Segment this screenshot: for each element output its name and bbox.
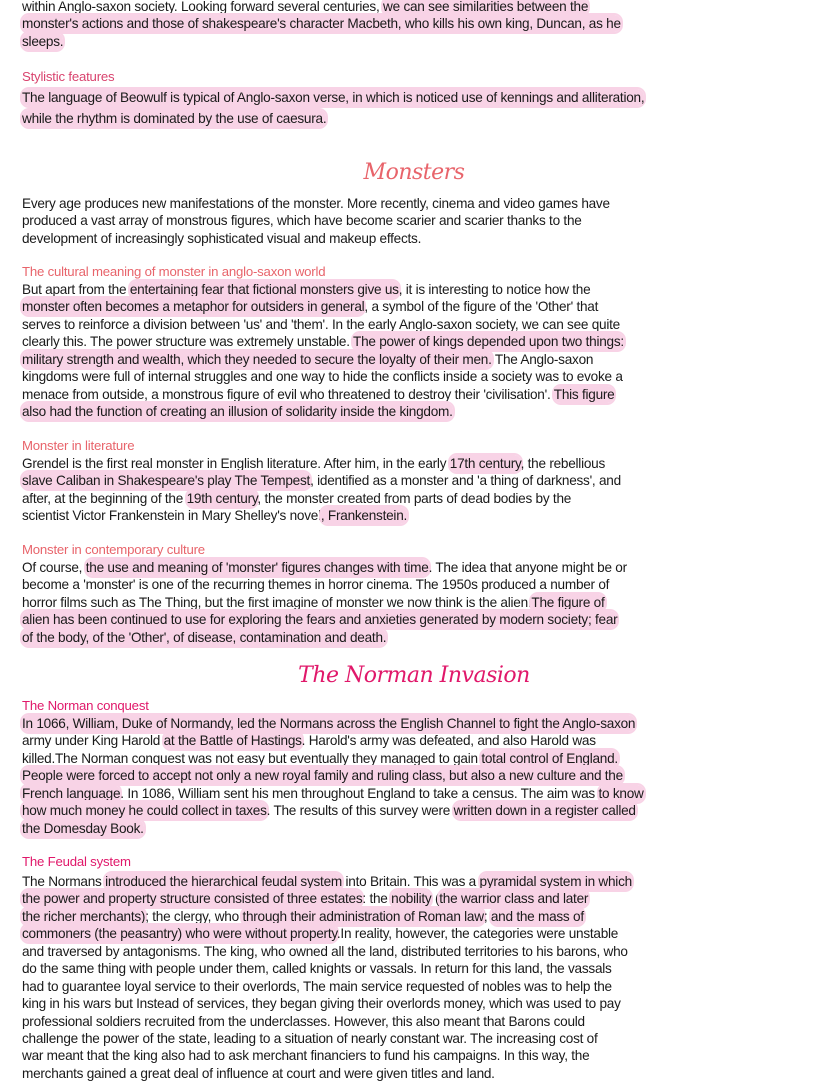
section-title-norman-invasion: The Norman Invasion: [298, 663, 530, 688]
text-line: [22, 559, 820, 576]
text-segment: do the same thing with people under them, called knights or vassals. In return for this land, the vassals: [22, 961, 612, 977]
text-segment: Of course,: [22, 560, 86, 575]
highlighted-text: French language: [22, 785, 121, 801]
highlighted-text: The power of kings depended upon two things:: [353, 334, 624, 350]
text-line: [22, 767, 820, 784]
highlighted-text: In 1066, William, Duke of Normandy, led the Normans across the English Channel to fight the Anglo-saxon: [22, 716, 636, 731]
feudal-system-paragraph: [22, 873, 820, 1082]
heading-monster-contemporary-culture: Monster in contemporary culture: [22, 542, 205, 557]
text-line: [22, 33, 820, 50]
text-segment: ; the clergy, who: [145, 908, 243, 924]
monsters-intro-paragraph: [22, 195, 820, 247]
text-segment: development of increasingly sophisticated visual and makeup effects.: [22, 230, 422, 246]
text-line: [22, 333, 820, 350]
highlighted-text: commoners (the peasantry) who were without property: [22, 926, 337, 942]
text-segment: and traversed by antagonisms. The king, who owned all the land, distributed territories to his barons, who: [22, 943, 628, 959]
text-line: [22, 594, 820, 611]
text-segment: become a 'monster' is one of the recurring themes in horror cinema. The 1950s produced a number of: [22, 577, 610, 593]
text-line: [22, 195, 820, 212]
text-segment: army under King Harold: [22, 733, 164, 749]
text-line: [22, 576, 820, 593]
highlighted-text: entertaining fear that fictional monsters give us: [129, 282, 399, 297]
text-segment: , the monster created from parts of dead bodies by the: [257, 490, 572, 506]
highlighted-text: alien has been continued to use for exploring the fears and anxieties generated by modern society; fear: [22, 612, 618, 628]
section-title-monsters: Monsters: [363, 160, 465, 185]
highlighted-text: total control of England.: [481, 750, 618, 766]
highlighted-text: at the Battle of Hastings: [163, 733, 302, 749]
text-line: [22, 108, 820, 129]
text-segment: scientist Victor Frankenstein in Mary Shelley's novel: [22, 508, 321, 524]
highlighted-text: This figure: [553, 386, 615, 402]
text-line: [22, 1065, 820, 1082]
text-line: [22, 890, 820, 907]
text-line: [22, 368, 820, 385]
heading-monster-in-literature: Monster in literature: [22, 438, 135, 453]
text-segment: : the: [362, 891, 392, 907]
text-line: [22, 230, 820, 247]
text-segment: king in his wars but Instead of services, they began giving their overlords money, which was used to pay: [22, 996, 621, 1012]
text-line: [22, 802, 820, 819]
text-segment: clearly this. The power structure was extremely unstable.: [22, 334, 354, 350]
text-line: [22, 732, 820, 749]
text-line: [22, 1013, 820, 1030]
highlighted-text: nobility: [391, 891, 432, 907]
text-segment: , identified as a monster and 'a thing of darkness', and: [310, 473, 621, 489]
highlighted-text: through their administration of Roman law: [242, 908, 484, 924]
text-segment: kingdoms were full of internal struggles and one way to hide the conflicts inside a society was to evoke a: [22, 369, 623, 385]
text-line: [22, 316, 820, 333]
text-line: [22, 611, 820, 628]
text-line: [22, 960, 820, 977]
text-segment: The Anglo-saxon: [491, 351, 594, 367]
highlighted-text: and the mass of: [490, 908, 584, 924]
beowulf-paragraph-end: [22, 0, 820, 50]
text-line: [22, 298, 820, 315]
text-segment: But apart from the: [22, 282, 130, 297]
text-line: [22, 715, 820, 732]
text-segment: challenge the power of the state, leading to a situation of nearly constant war. The increasing cost of: [22, 1030, 598, 1046]
text-segment: produced a vast array of monstrous figures, which have become scarier and scarier thanks to the: [22, 213, 582, 229]
text-line: [22, 490, 820, 507]
highlighted-text: while the rhythm is dominated by the use of caesura.: [22, 111, 327, 126]
text-segment: serves to reinforce a division between 'us' and 'them'. In the early Anglo-saxon society, we can see quite: [22, 316, 620, 332]
text-segment: merchants gained a great deal of influence at court and were given titles and land.: [22, 1065, 495, 1081]
text-line: [22, 943, 820, 960]
highlighted-text: People were forced to accept not only a new royal family and ruling class, but also a new culture and the: [22, 768, 623, 784]
text-line: [22, 629, 820, 646]
contemporary-culture-paragraph: [22, 559, 820, 646]
text-segment: , a symbol of the figure of the 'Other' that: [364, 299, 599, 315]
highlighted-text: The figure of: [531, 594, 605, 610]
text-segment: . Harold's army was defeated, and also Harold was: [301, 733, 596, 749]
highlighted-text: written down in a register called: [453, 803, 636, 819]
highlighted-text: The language of Beowulf is typical of Anglo-saxon verse, in which is noticed use of kennings and alliteration,: [22, 90, 645, 105]
highlighted-text: monster's actions and those of shakespeare's character Macbeth, who kills his own king, Duncan, as he: [22, 16, 621, 32]
text-line: [22, 873, 820, 890]
text-segment: The Normans: [22, 874, 106, 889]
text-segment: Grendel is the first real monster in English literature. After him, in the early: [22, 456, 450, 471]
text-segment: professional soldiers recruited from the underclasses. However, this also meant that Barons could: [22, 1013, 585, 1029]
highlighted-text: military strength and wealth, which they needed to secure the loyalty of their men.: [22, 351, 492, 367]
text-segment: , it is interesting to notice how the: [398, 282, 591, 297]
highlighted-text: the use and meaning of 'monster' figures changes with time: [85, 560, 429, 575]
text-segment: menace from outside, a monstrous figure of evil who threatened to destroy their 'civilisation'.: [22, 386, 554, 402]
text-line: [22, 472, 820, 489]
text-segment: Every age produces new manifestations of the monster. More recently, cinema and video games have: [22, 196, 610, 211]
text-line: [22, 212, 820, 229]
text-segment: . The idea that anyone might be or: [428, 560, 627, 575]
text-segment: (: [431, 891, 440, 907]
heading-stylistic-features: Stylistic features: [22, 69, 115, 84]
text-line: [22, 1030, 820, 1047]
norman-conquest-paragraph: [22, 715, 820, 837]
text-line: [22, 386, 820, 403]
stylistic-features-paragraph: [22, 87, 820, 129]
text-line: [22, 281, 820, 298]
highlighted-text: the power and property structure consisted of three estates: [22, 891, 363, 907]
text-line: [22, 750, 820, 767]
heading-norman-conquest: The Norman conquest: [22, 698, 149, 713]
text-line: [22, 995, 820, 1012]
text-segment: into Britain. This was a: [341, 874, 480, 889]
highlighted-text: introduced the hierarchical feudal system: [105, 874, 342, 889]
highlighted-text: monster often becomes a metaphor for outsiders in general: [22, 299, 365, 315]
text-segment: after, at the beginning of the: [22, 490, 187, 506]
text-line: [22, 820, 820, 837]
cultural-meaning-paragraph: [22, 281, 820, 421]
highlighted-text: we can see similarities between the: [383, 0, 589, 14]
text-segment: war meant that the king also had to ask merchant financiers to fund his campaigns. In this way, the: [22, 1048, 590, 1064]
text-segment: . In 1086, William sent his men throughout England to take a census. The aim was: [120, 785, 599, 801]
highlighted-text: , Frankenstein.: [320, 508, 408, 524]
text-segment: . The results of this survey were: [266, 803, 454, 819]
heading-cultural-meaning: The cultural meaning of monster in anglo-saxon world: [22, 264, 326, 279]
text-line: [22, 455, 820, 472]
text-line: [22, 1047, 820, 1064]
text-segment: ;: [483, 908, 491, 924]
highlighted-text: the richer merchants): [22, 908, 146, 924]
highlighted-text: slave Caliban in Shakespeare's play The Tempest: [22, 473, 311, 489]
text-line: [22, 15, 820, 32]
text-line: [22, 507, 820, 524]
highlighted-text: the Domesday Book.: [22, 820, 144, 836]
heading-feudal-system: The Feudal system: [22, 854, 131, 869]
text-segment: .In reality, however, the categories were unstable: [336, 926, 619, 942]
highlighted-text: to know: [598, 785, 644, 801]
text-segment: killed.The Norman conquest was not easy but eventually they managed to gain: [22, 750, 482, 766]
highlighted-text: how much money he could collect in taxes: [22, 803, 267, 819]
text-segment: had to guarantee loyal service to their overlords, The main service requested of nobles was to help the: [22, 978, 612, 994]
monster-in-literature-paragraph: [22, 455, 820, 525]
text-line: [22, 925, 820, 942]
highlighted-text: the warrior class and later: [439, 891, 589, 907]
text-segment: within Anglo-saxon society. Looking forward several centuries,: [22, 0, 384, 14]
highlighted-text: of the body, of the 'Other', of disease, contamination and death.: [22, 629, 387, 645]
highlighted-text: pyramidal system in which: [479, 874, 632, 889]
highlighted-text: 19th century: [186, 490, 258, 506]
highlighted-text: also had the function of creating an illusion of solidarity inside the kingdom.: [22, 404, 453, 420]
text-segment: horror films such as The Thing, but the first imagine of monster we now think is the alien.: [22, 594, 532, 610]
text-segment: , the rebellious: [520, 456, 606, 471]
text-line: [22, 403, 820, 420]
text-line: [22, 785, 820, 802]
text-line: [22, 908, 820, 925]
text-line: [22, 87, 820, 108]
highlighted-text: sleeps.: [22, 33, 64, 49]
highlighted-text: 17th century: [449, 456, 521, 471]
text-line: [22, 978, 820, 995]
text-line: [22, 0, 820, 15]
text-line: [22, 351, 820, 368]
